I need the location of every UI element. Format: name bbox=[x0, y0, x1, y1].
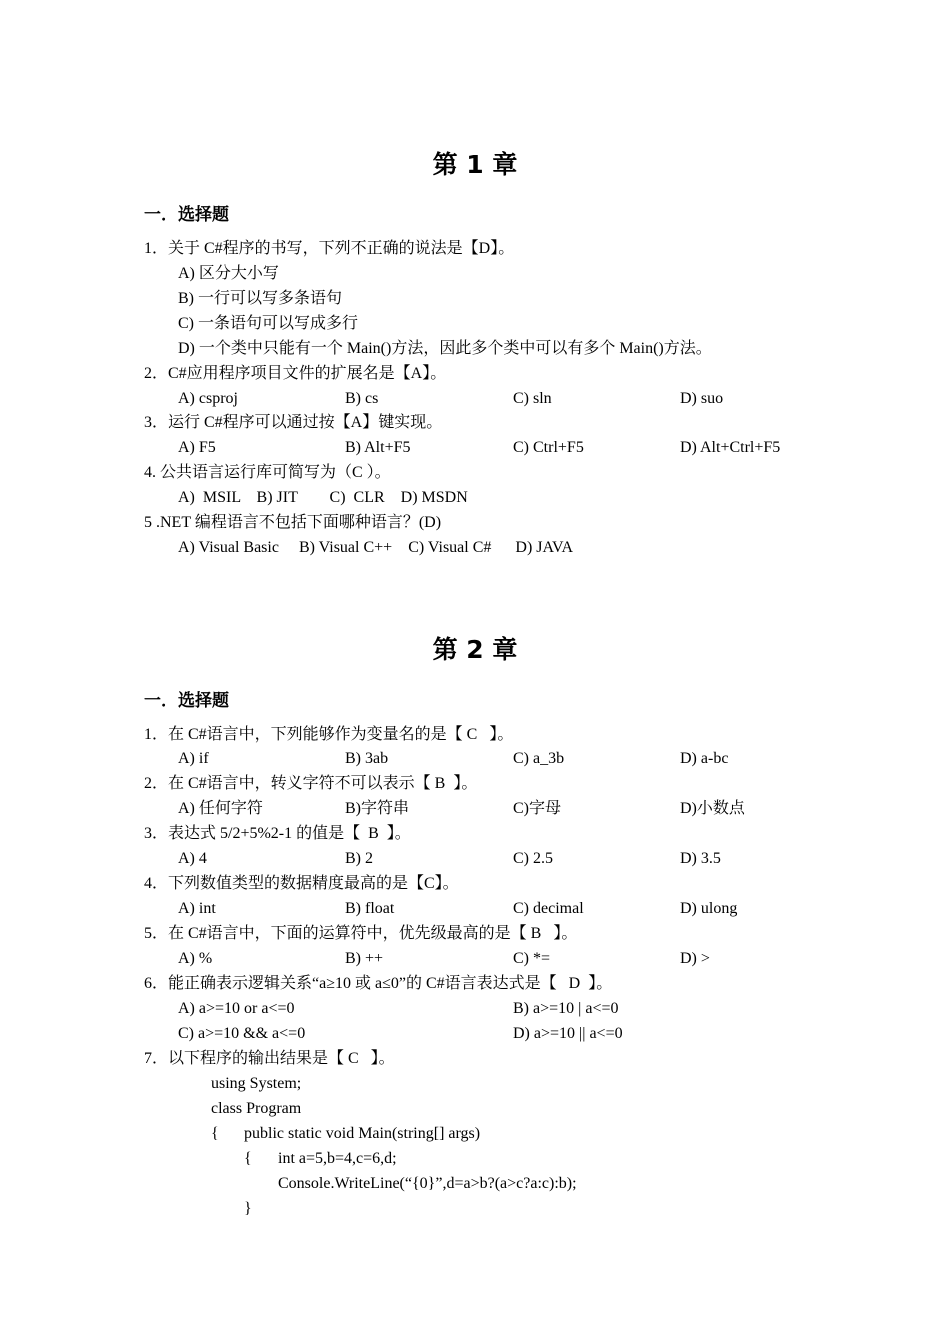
option-c: C)字母 bbox=[513, 800, 562, 817]
code-brace: { bbox=[211, 1125, 219, 1142]
code-text: public static void Main(string[] args) bbox=[244, 1125, 481, 1142]
question-stem: 3．运行 C#程序可以通过按【A】键实现。 bbox=[144, 414, 443, 431]
option-b: B)字符串 bbox=[345, 800, 410, 817]
ch2-q2-options bbox=[0, 796, 950, 821]
option-a: A) 任何字符 bbox=[178, 800, 263, 817]
ch1-question-5 bbox=[0, 510, 950, 535]
option-b: B) cs bbox=[345, 390, 379, 407]
option-d: D) ulong bbox=[680, 900, 738, 917]
ch2-question-3 bbox=[0, 821, 950, 846]
option-d: D) suo bbox=[680, 390, 724, 407]
ch1-q2-options bbox=[0, 386, 950, 411]
option-b: B) ++ bbox=[345, 950, 384, 967]
option-d: D) 一个类中只能有一个 Main()方法，因此多个类中可以有多个 Main()方法。 bbox=[178, 340, 712, 357]
question-stem: 1．关于 C#程序的书写，下列不正确的说法是【D】。 bbox=[144, 240, 515, 257]
ch2-q6-options-row-2 bbox=[0, 1021, 950, 1046]
code-text: int a=5,b=4,c=6,d; bbox=[278, 1150, 397, 1167]
option-b: B) float bbox=[345, 900, 395, 917]
option-d: D) 3.5 bbox=[680, 850, 721, 867]
option-a: A) 4 bbox=[178, 850, 207, 867]
option-c: C) Ctrl+F5 bbox=[513, 439, 584, 456]
option-c: C) sln bbox=[513, 390, 552, 407]
option-c: C) a_3b bbox=[513, 750, 565, 767]
option-a: A) F5 bbox=[178, 439, 216, 456]
option-a: A) int bbox=[178, 900, 216, 917]
ch2-q1-options bbox=[0, 746, 950, 771]
ch1-question-1 bbox=[0, 236, 950, 261]
ch2-q5-options bbox=[0, 946, 950, 971]
ch2-question-6 bbox=[0, 971, 950, 996]
code-brace: { bbox=[244, 1150, 252, 1167]
code-line bbox=[0, 1146, 950, 1171]
question-stem: 6．能正确表示逻辑关系“a≥10 或 a≤0”的 C#语言表达式是【 D 】。 bbox=[144, 975, 613, 992]
option-a: A) a>=10 or a<=0 bbox=[178, 1000, 295, 1017]
option-d: D) Alt+Ctrl+F5 bbox=[680, 439, 781, 456]
ch2-question-2 bbox=[0, 771, 950, 796]
ch1-q1-option-d bbox=[0, 336, 950, 361]
options-line: A) Visual Basic B) Visual C++ C) Visual C# D) JAVA bbox=[178, 539, 574, 556]
ch2-question-4 bbox=[0, 871, 950, 896]
code-line bbox=[0, 1071, 950, 1096]
option-d: D) a>=10 || a<=0 bbox=[513, 1025, 623, 1042]
ch1-q3-options bbox=[0, 435, 950, 460]
ch1-q5-options bbox=[0, 535, 950, 560]
option-a: A) csproj bbox=[178, 390, 238, 407]
ch1-q1-option-b bbox=[0, 286, 950, 311]
chapter-1-title: 第 1 章 bbox=[432, 150, 518, 179]
ch2-q3-options bbox=[0, 846, 950, 871]
option-a: A) if bbox=[178, 750, 209, 767]
code-text: Console.WriteLine(“{0}”,d=a>b?(a>c?a:c):b); bbox=[278, 1175, 577, 1192]
ch1-q4-options bbox=[0, 485, 950, 510]
ch1-q1-option-a bbox=[0, 261, 950, 286]
ch1-question-2 bbox=[0, 361, 950, 386]
option-a: A) % bbox=[178, 950, 213, 967]
option-b: B) 2 bbox=[345, 850, 373, 867]
question-stem: 7．以下程序的输出结果是【 C 】。 bbox=[144, 1050, 395, 1067]
option-c: C) decimal bbox=[513, 900, 584, 917]
question-stem: 5 .NET 编程语言不包括下面哪种语言？(D) bbox=[144, 514, 442, 531]
code-line bbox=[0, 1196, 950, 1221]
question-stem: 2．C#应用程序项目文件的扩展名是【A】。 bbox=[144, 365, 447, 382]
code-brace: } bbox=[244, 1200, 252, 1217]
code-line bbox=[0, 1121, 950, 1146]
code-text: class Program bbox=[211, 1100, 302, 1117]
code-line bbox=[0, 1096, 950, 1121]
question-stem: 2．在 C#语言中，转义字符不可以表示【 B 】。 bbox=[144, 775, 478, 792]
option-b: B) a>=10 | a<=0 bbox=[513, 1000, 619, 1017]
ch2-q4-options bbox=[0, 896, 950, 921]
question-stem: 5．在 C#语言中，下面的运算符中，优先级最高的是【 B 】。 bbox=[144, 925, 578, 942]
question-stem: 4．下列数值类型的数据精度最高的是【C】。 bbox=[144, 875, 459, 892]
ch2-question-7 bbox=[0, 1046, 950, 1071]
ch1-question-4 bbox=[0, 460, 950, 485]
option-b: B) Alt+F5 bbox=[345, 439, 411, 456]
code-line bbox=[0, 1171, 950, 1196]
option-c: C) a>=10 && a<=0 bbox=[178, 1025, 306, 1042]
ch1-question-3 bbox=[0, 410, 950, 435]
option-d: D) > bbox=[680, 950, 710, 967]
chapter-1-section-heading: 一．选择题 bbox=[144, 205, 229, 225]
options-line: A) MSIL B) JIT C) CLR D) MSDN bbox=[178, 489, 468, 506]
chapter-2-title: 第 2 章 bbox=[432, 635, 518, 664]
option-c: C) 一条语句可以写成多行 bbox=[178, 315, 359, 332]
ch1-q1-option-c bbox=[0, 311, 950, 336]
option-b: B) 一行可以写多条语句 bbox=[178, 290, 343, 307]
option-b: B) 3ab bbox=[345, 750, 389, 767]
option-d: D) a-bc bbox=[680, 750, 729, 767]
code-text: using System; bbox=[211, 1075, 302, 1092]
chapter-2-section-heading: 一．选择题 bbox=[144, 691, 229, 711]
option-a: A) 区分大小写 bbox=[178, 265, 279, 282]
option-d: D)小数点 bbox=[680, 800, 745, 817]
ch2-q6-options-row-1 bbox=[0, 996, 950, 1021]
question-stem: 1．在 C#语言中，下列能够作为变量名的是【 C 】。 bbox=[144, 726, 514, 743]
ch2-question-5 bbox=[0, 921, 950, 946]
ch2-question-1 bbox=[0, 722, 950, 747]
option-c: C) *= bbox=[513, 950, 551, 967]
option-c: C) 2.5 bbox=[513, 850, 553, 867]
question-stem: 4. 公共语言运行库可简写为（C ）。 bbox=[144, 464, 391, 481]
question-stem: 3．表达式 5/2+5%2-1 的值是【 B 】。 bbox=[144, 825, 411, 842]
